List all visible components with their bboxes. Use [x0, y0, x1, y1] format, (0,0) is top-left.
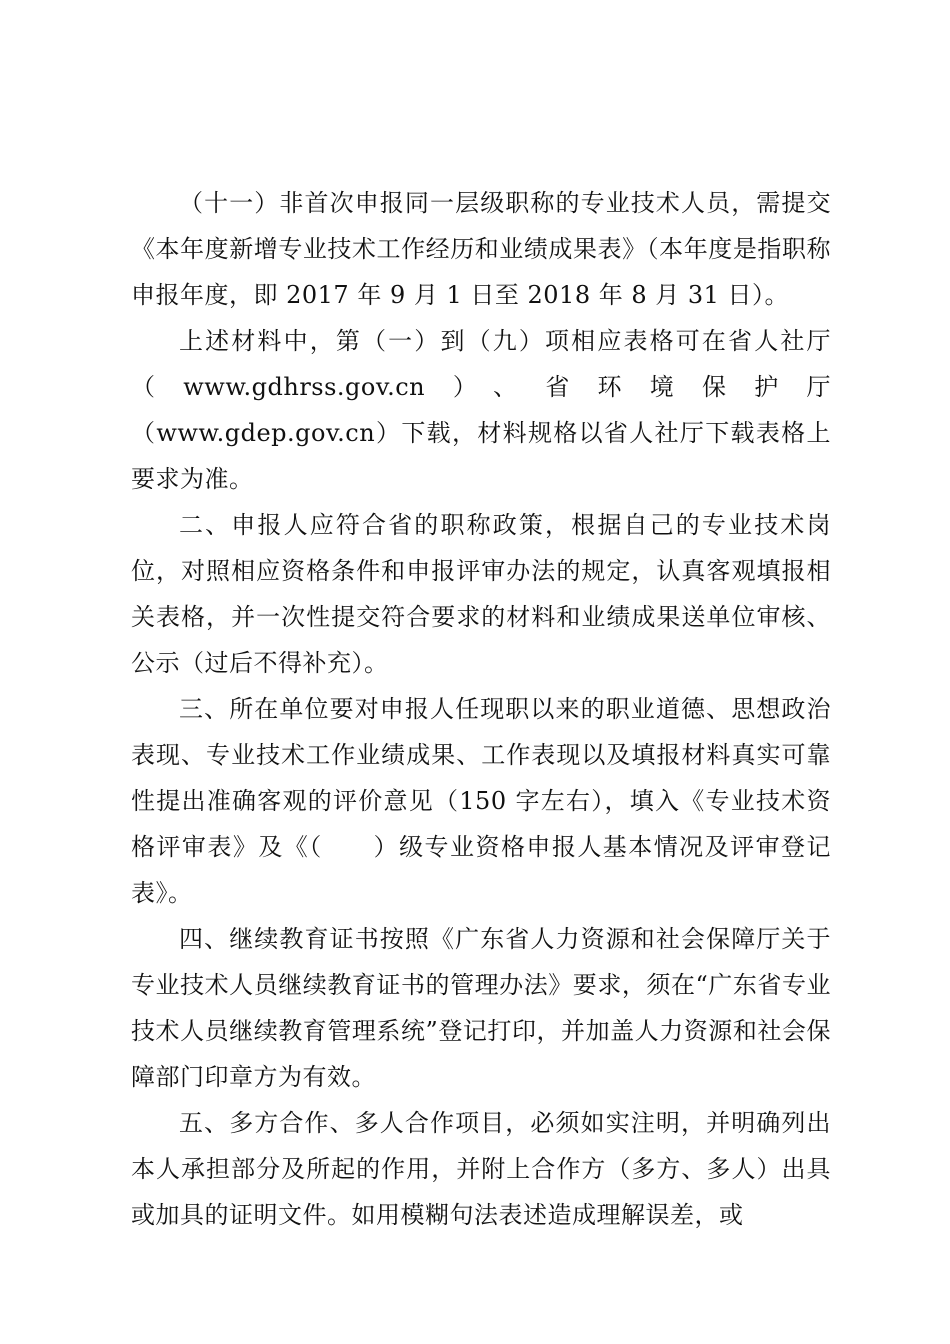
- document-body: [131, 180, 831, 1238]
- paragraph-section-2: 二、申报人应符合省的职称政策，根据自己的专业技术岗位，对照相应资格条件和申报评审办法的规定，认真客观填报相关表格，并一次性提交符合要求的材料和业绩成果送单位审核、公示（过后不得补充）。: [131, 511, 831, 677]
- paragraph-section-4: 四、继续教育证书按照《广东省人力资源和社会保障厅关于专业技术人员继续教育证书的管理办法》要求，须在“广东省专业技术人员继续教育管理系统”登记打印，并加盖人力资源和社会保障部门印章方为有效。: [131, 925, 831, 1091]
- paragraph-section-3: 三、所在单位要对申报人任现职以来的职业道德、思想政治表现、专业技术工作业绩成果、工作表现以及填报材料真实可靠性提出准确客观的评价意见（150 字左右），填入《专业技术资格评审表》及《（ ）级专业资格申报人基本情况及评审登记表》。: [131, 695, 831, 907]
- paragraph-section-5: 五、多方合作、多人合作项目，必须如实注明，并明确列出本人承担部分及所起的作用，并附上合作方（多方、多人）出具或加具的证明文件。如用模糊句法表述造成理解误差，或: [131, 1109, 831, 1229]
- paragraph-item-11-repeat-applicants: （十一）非首次申报同一层级职称的专业技术人员，需提交《本年度新增专业技术工作经历和业绩成果表》（本年度是指职称申报年度，即 2017 年 9 月 1 日至 2018 年 8 月 31 日）。: [131, 189, 831, 309]
- paragraph-download-notice: 上述材料中，第（一）到（九）项相应表格可在省人社厅（www.gdhrss.gov.cn）、省环境保护厅（www.gdep.gov.cn）下载，材料规格以省人社厅下载表格上要求为准。: [131, 327, 831, 493]
